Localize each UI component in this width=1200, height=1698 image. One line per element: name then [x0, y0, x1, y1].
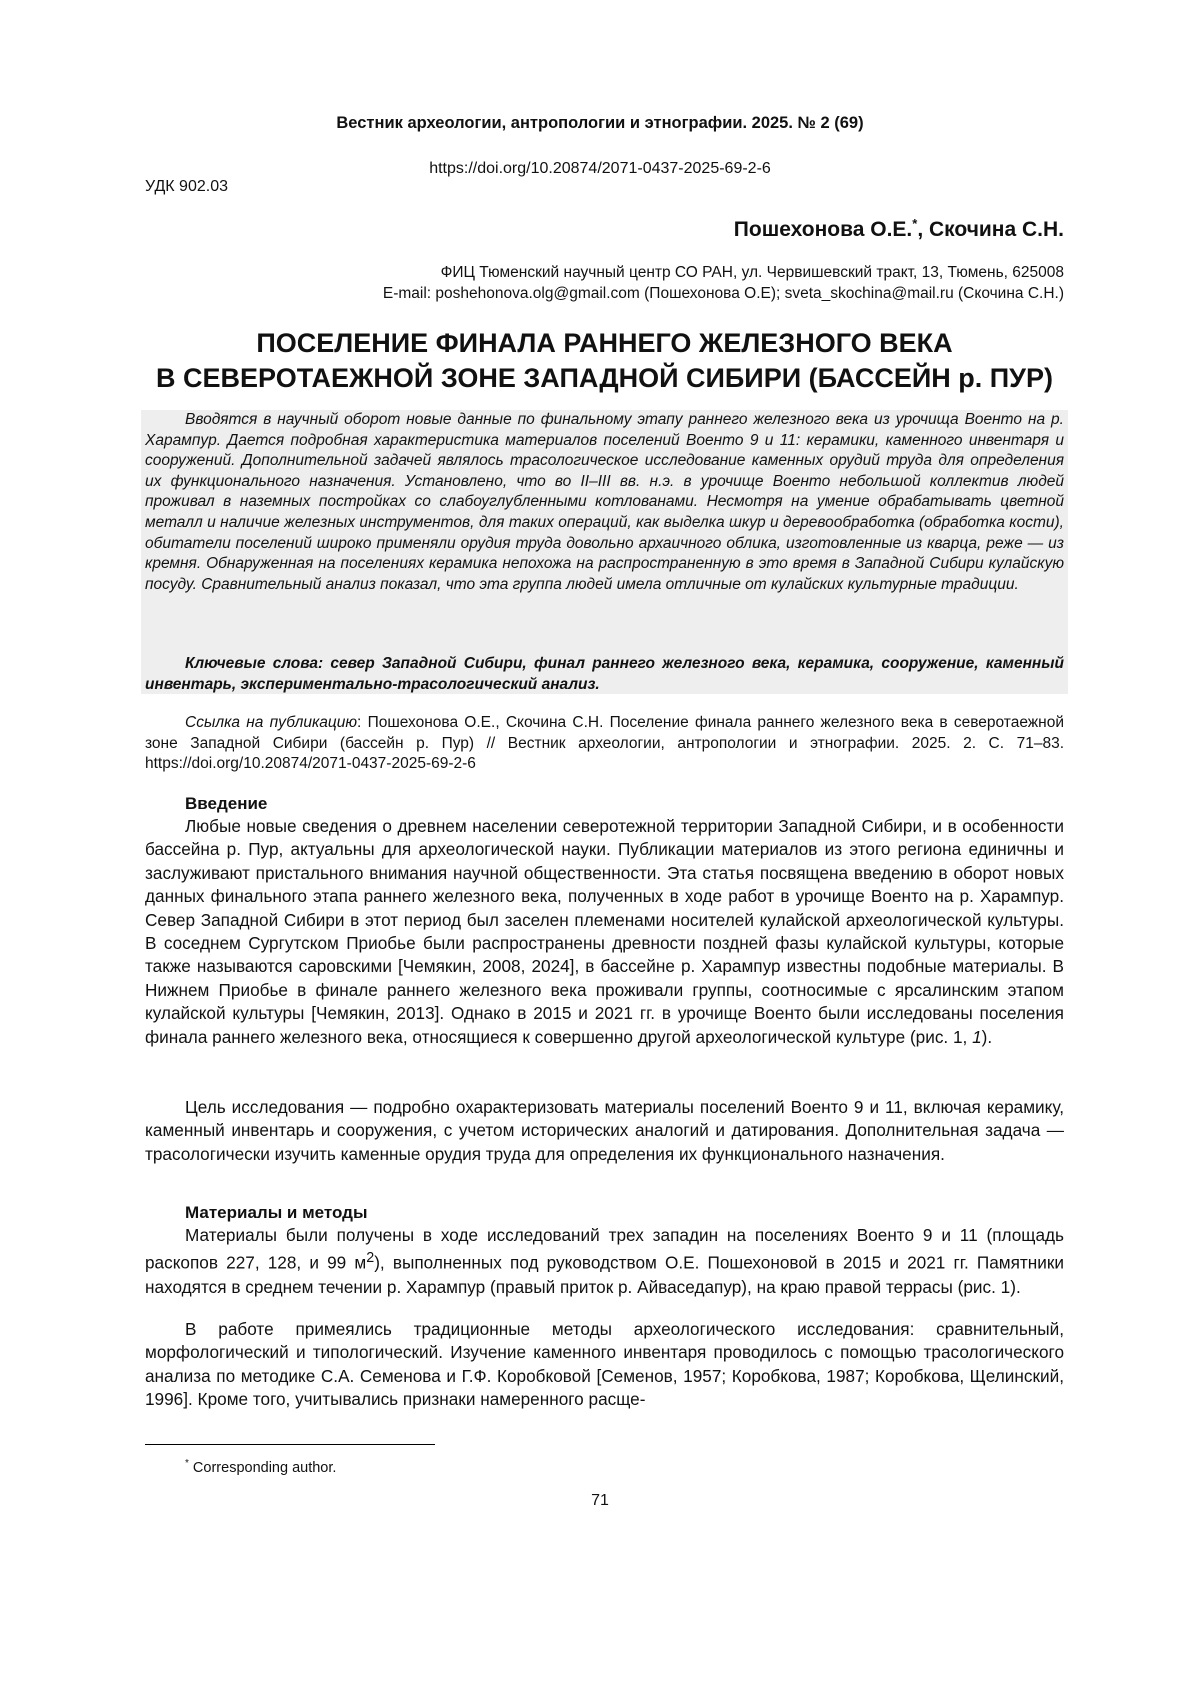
- affiliation-block: [383, 262, 1064, 304]
- intro-paragraph-2: Цель исследования — подробно охарактеризовать материалы поселений Военто 9 и 11, включая керамику, каменный инвентарь и сооружения, с учетом исторических аналогий и датирования. Дополнительная задача — трасологически изучить каменные орудия труда для определения их функционального назначения.: [145, 1097, 1064, 1164]
- methods-p1-end: ), выполненных под руководством О.Е. Пошехоновой в 2015 и 2021 гг. Памятники находятся в среднем течении р. Харампур (правый приток р. Айваседапур), на краю правой террасы (рис. 1).: [145, 1253, 1065, 1297]
- methods-paragraph-1: [145, 1224, 1064, 1299]
- keywords: Ключевые слова: север Западной Сибири, финал раннего железного века, керамика, сооружение, каменный инвентарь, экспериментально-трасологический анализ.: [145, 655, 1064, 693]
- citation-label: Ссылка на публикацию: [185, 714, 358, 731]
- footnote-text: Corresponding author.: [188, 1459, 337, 1476]
- citation: [145, 713, 1064, 775]
- methods-paragraph-2: В работе примеялись традиционные методы археологического исследования: сравнительный, морфологический и типологический. Изучение каменного инвентаря проводилось с помощью трасологического анализа по методике С.А. Семенова и Г.Ф. Коробковой [Семенов, 1957; Коробкова, 1987; Коробкова, Щелинский, 1996]. Кроме того, учитывались признаки намеренного расще-: [145, 1319, 1064, 1410]
- article-title: [145, 326, 1064, 396]
- intro-p1-text: Любые новые сведения о древнем населении северотежной территории Западной Сибири, и в особенности бассейна р. Пур, актуальны для археологической науки. Публикации материалов из этого региона единичны и заслуживают пристального внимания научной общественности. Эта статья посвящена введению в оборот новых данных финального этапа раннего железного века, полученных в ходе работ в урочище Военто на р. Харампур. Север Западной Сибири в этот период был заселен племенами носителей кулайской археологической культуры. В соседнем Сургутском Приобье были распространены древности поздней фазы кулайской культуры, которые также называются саровскими [Чемякин, 2008, 2024], в бассейне р. Харампур известны подобные материалы. В Нижнем Приобье в финале раннего железного века проживали группы, соотносимые с ярсалинским этапом кулайской культуры [Чемякин, 2013]. Однако в 2015 и 2021 гг. в урочище Военто были исследованы поселения финала раннего железного века, относящиеся к совершенно другой археологической культуре (рис. 1,: [145, 816, 1064, 1047]
- email-line: E-mail: poshehonova.olg@gmail.com (Пошехонова О.Е); sveta_skochina@mail.ru (Скочина С.Н.): [382, 285, 1064, 302]
- title-line-1: ПОСЕЛЕНИЕ ФИНАЛА РАННЕГО ЖЕЛЕЗНОГО ВЕКА: [256, 328, 953, 358]
- author-names: [734, 216, 1064, 242]
- section-heading-methods: Материалы и методы: [185, 1203, 368, 1222]
- intro-paragraph-1: [145, 815, 1064, 1049]
- doi-link[interactable]: https://doi.org/10.20874/2071-0437-2025-69-2-6: [429, 160, 771, 177]
- abstract: Вводятся в научный оборот новые данные по финальному этапу раннего железного века из урочища Военто на р. Харампур. Дается подробная характеристика материалов поселений Военто 9 и 11: керамики, каменного инвентаря и сооружений. Дополнительной задачей являлось трасологическое исследование каменных орудий труда для определения их функционального назначения. Установлено, что во II–III вв. н.э. в урочище Военто небольшой коллектив людей проживал в наземных постройках со слабоуглубленными котлованами. Несмотря на умение обрабатывать цветной металл и наличие железных инструментов, для таких операций, как выделка шкур и деревообработка (обработка кости), обитатели поселений широко применяли орудия труда довольно архаичного облика, изготовленные из кварца, реже — из кремня. Обнаруженная на поселениях керамика непохожа на распространенную в это время в Западной Сибири кулайскую посуду. Сравнительный анализ показал, что эта группа людей имела отличные от кулайских культурные традиции.: [145, 411, 1064, 593]
- superscript-2: 2: [366, 1250, 375, 1267]
- journal-header: Вестник археологии, антропологии и этнографии. 2025. № 2 (69): [336, 114, 864, 132]
- corresponding-mark: *: [912, 216, 918, 231]
- section-heading-intro: Введение: [185, 794, 268, 813]
- footnote: [185, 1458, 336, 1476]
- page-number: 71: [591, 1492, 609, 1509]
- figure-ref: 1: [972, 1026, 982, 1047]
- intro-p1-end: ).: [981, 1026, 993, 1047]
- footnote-divider: [145, 1444, 435, 1445]
- udk-code: УДК 902.03: [145, 178, 228, 195]
- author-first: Пошехонова О.Е.: [733, 218, 913, 241]
- author-second: , Скочина С.Н.: [917, 218, 1064, 241]
- footnote-mark: *: [185, 1458, 189, 1469]
- title-line-2: В СЕВЕРОТАЕЖНОЙ ЗОНЕ ЗАПАДНОЙ СИБИРИ (БАССЕЙН р. ПУР): [156, 363, 1053, 393]
- citation-text: : Пошехонова О.Е., Скочина С.Н. Поселение финала раннего железного века в северотаежной зоне Западной Сибири (бассейн р. Пур) // Вестник археологии, антропологии и этнографии. 2025. 2. С. 71–83. https://doi.org/10.20874/2071-0437-2025-69-2-6: [145, 714, 1064, 773]
- methods-p1-text: Материалы были получены в ходе исследований трех западин на поселениях Военто 9 и 11 (площадь раскопов 227, 128, и 99 м: [145, 1225, 1064, 1274]
- affiliation: ФИЦ Тюменский научный центр СО РАН, ул. Червишевский тракт, 13, Тюмень, 625008: [440, 264, 1064, 281]
